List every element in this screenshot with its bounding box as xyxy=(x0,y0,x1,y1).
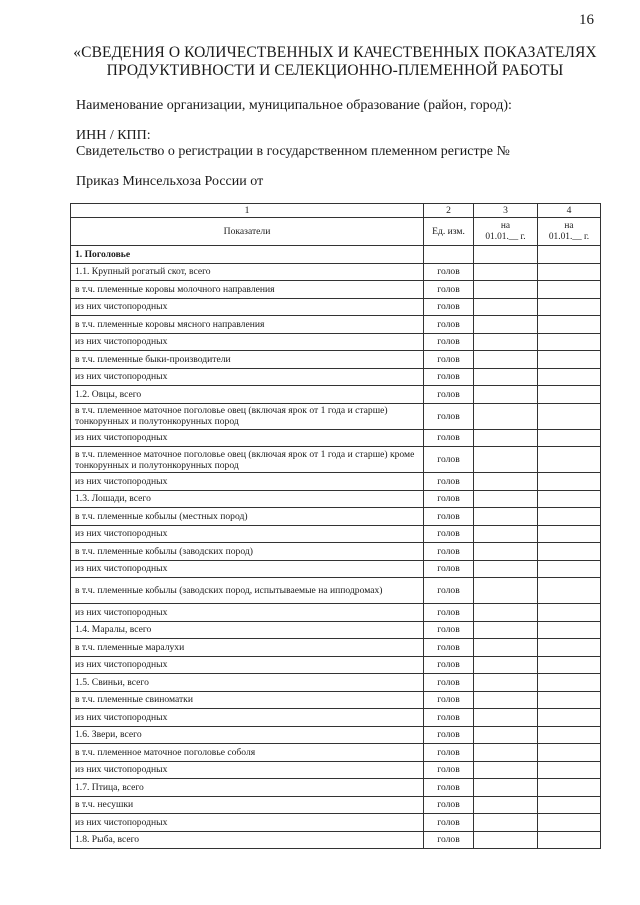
value-cell-col4[interactable] xyxy=(538,656,601,674)
table-row xyxy=(71,316,601,334)
table-row xyxy=(71,473,601,491)
row-unit: голов xyxy=(424,796,474,814)
registry-certificate-field-label: Свидетельство о регистрации в государственном племенном регистре № xyxy=(76,144,510,159)
value-cell-col3[interactable] xyxy=(474,674,538,692)
row-label: 1.4. Маралы, всего xyxy=(71,621,424,639)
value-cell-col4[interactable] xyxy=(538,831,601,849)
row-label: в т.ч. племенные кобылы (заводских пород) xyxy=(71,543,424,561)
value-cell-col3[interactable] xyxy=(474,525,538,543)
value-cell-col3[interactable] xyxy=(474,281,538,299)
row-unit: голов xyxy=(424,560,474,578)
row-unit: голов xyxy=(424,403,474,429)
value-cell-col4[interactable] xyxy=(538,525,601,543)
header-indicator: Показатели xyxy=(71,218,424,246)
table-row xyxy=(71,674,601,692)
row-label: в т.ч. племенные быки-производители xyxy=(71,351,424,369)
row-label: в т.ч. племенные коровы мясного направления xyxy=(71,316,424,334)
value-cell-col4[interactable] xyxy=(538,386,601,404)
table-row xyxy=(71,543,601,561)
row-label: 1.2. Овцы, всего xyxy=(71,386,424,404)
table-row xyxy=(71,744,601,762)
row-unit: голов xyxy=(424,744,474,762)
row-label: из них чистопородных xyxy=(71,814,424,832)
row-label: из них чистопородных xyxy=(71,560,424,578)
value-cell-col3[interactable] xyxy=(474,814,538,832)
value-cell-col4[interactable] xyxy=(538,368,601,386)
row-unit xyxy=(424,246,474,264)
row-label: в т.ч. племенные свиноматки xyxy=(71,691,424,709)
value-cell-col3[interactable] xyxy=(474,316,538,334)
value-cell-col3[interactable] xyxy=(474,709,538,727)
row-unit: голов xyxy=(424,656,474,674)
livestock-indicators-table xyxy=(70,203,601,849)
value-cell-col4[interactable] xyxy=(538,351,601,369)
column-number-2: 2 xyxy=(424,204,474,218)
row-unit: голов xyxy=(424,779,474,797)
table-row xyxy=(71,386,601,404)
table-row xyxy=(71,351,601,369)
row-label: из них чистопородных xyxy=(71,368,424,386)
column-number-3: 3 xyxy=(474,204,538,218)
row-unit: голов xyxy=(424,726,474,744)
row-label: в т.ч. племенные кобылы (заводских пород, испытываемые на ипподромах) xyxy=(71,578,424,604)
table-row xyxy=(71,403,601,429)
value-cell-col3[interactable] xyxy=(474,351,538,369)
table-row xyxy=(71,779,601,797)
value-cell-col4[interactable] xyxy=(538,779,601,797)
value-cell-col3[interactable] xyxy=(474,473,538,491)
value-cell-col3[interactable] xyxy=(474,779,538,797)
row-unit: голов xyxy=(424,831,474,849)
inn-kpp-field-label: ИНН / КПП: xyxy=(76,128,151,143)
row-unit: голов xyxy=(424,429,474,447)
table-row xyxy=(71,578,601,604)
value-cell-col3[interactable] xyxy=(474,639,538,657)
table-row xyxy=(71,263,601,281)
row-unit: голов xyxy=(424,447,474,473)
row-unit: голов xyxy=(424,298,474,316)
table-row xyxy=(71,726,601,744)
value-cell-col4[interactable] xyxy=(538,674,601,692)
row-unit: голов xyxy=(424,508,474,526)
row-unit: голов xyxy=(424,814,474,832)
row-label: в т.ч. несушки xyxy=(71,796,424,814)
value-cell-col3[interactable] xyxy=(474,726,538,744)
table-row xyxy=(71,281,601,299)
value-cell-col3[interactable] xyxy=(474,429,538,447)
value-cell-col3[interactable] xyxy=(474,386,538,404)
table-row xyxy=(71,709,601,727)
row-unit: голов xyxy=(424,525,474,543)
value-cell-col3[interactable] xyxy=(474,368,538,386)
row-label: из них чистопородных xyxy=(71,525,424,543)
table-row xyxy=(71,490,601,508)
column-number-4: 4 xyxy=(538,204,601,218)
table-row xyxy=(71,639,601,657)
row-unit: голов xyxy=(424,333,474,351)
row-label: в т.ч. племенное маточное поголовье соболя xyxy=(71,744,424,762)
row-label: в т.ч. племенное маточное поголовье овец (включая ярок от 1 года и старше) кроме тонкорунных и полутонкорунных пород xyxy=(71,447,424,473)
row-unit: голов xyxy=(424,368,474,386)
title-line-2: ПРОДУКТИВНОСТИ И СЕЛЕКЦИОННО-ПЛЕМЕННОЙ РАБОТЫ xyxy=(106,62,564,79)
row-unit: голов xyxy=(424,490,474,508)
header-date-col4 xyxy=(538,218,601,246)
row-unit: голов xyxy=(424,639,474,657)
table-row xyxy=(71,333,601,351)
value-cell-col4[interactable] xyxy=(538,316,601,334)
value-cell-col4[interactable] xyxy=(538,621,601,639)
table-section-row xyxy=(71,246,601,264)
row-unit: голов xyxy=(424,316,474,334)
value-cell-col4[interactable] xyxy=(538,761,601,779)
header-date-col4-line2: 01.01.__ г. xyxy=(548,231,590,242)
row-label: из них чистопородных xyxy=(71,473,424,491)
value-cell-col4[interactable] xyxy=(538,429,601,447)
row-unit: голов xyxy=(424,543,474,561)
table-row xyxy=(71,656,601,674)
row-label: 1. Поголовье xyxy=(71,246,424,264)
value-cell-col3[interactable] xyxy=(474,508,538,526)
ministry-order-field-label: Приказ Минсельхоза России от xyxy=(76,174,264,189)
value-cell-col3[interactable] xyxy=(474,691,538,709)
value-cell-col4[interactable] xyxy=(538,726,601,744)
row-label: 1.1. Крупный рогатый скот, всего xyxy=(71,263,424,281)
row-label: из них чистопородных xyxy=(71,333,424,351)
row-label: в т.ч. племенные кобылы (местных пород) xyxy=(71,508,424,526)
title-line-1: «СВЕДЕНИЯ О КОЛИЧЕСТВЕННЫХ И КАЧЕСТВЕННЫХ ПОКАЗАТЕЛЯХ xyxy=(73,44,597,61)
value-cell-col4[interactable] xyxy=(538,691,601,709)
value-cell-col4[interactable] xyxy=(538,333,601,351)
header-date-col3-line2: 01.01.__ г. xyxy=(485,231,526,242)
value-cell-col4[interactable] xyxy=(538,263,601,281)
row-label: 1.7. Птица, всего xyxy=(71,779,424,797)
page-number: 16 xyxy=(579,12,594,28)
value-cell-col4[interactable] xyxy=(538,796,601,814)
table-row xyxy=(71,429,601,447)
row-label: 1.3. Лошади, всего xyxy=(71,490,424,508)
value-cell-col3[interactable] xyxy=(474,263,538,281)
table-row xyxy=(71,831,601,849)
table-row xyxy=(71,368,601,386)
organization-field-label: Наименование организации, муниципальное образование (район, город): xyxy=(76,98,512,113)
table-header-row xyxy=(71,218,601,246)
row-label: из них чистопородных xyxy=(71,656,424,674)
value-cell-col3[interactable] xyxy=(474,333,538,351)
value-cell-col4[interactable] xyxy=(538,246,601,264)
table-row xyxy=(71,761,601,779)
value-cell-col3[interactable] xyxy=(474,543,538,561)
row-label: в т.ч. племенные маралухи xyxy=(71,639,424,657)
row-label: в т.ч. племенные коровы молочного направления xyxy=(71,281,424,299)
row-label: из них чистопородных xyxy=(71,761,424,779)
header-date-col3-line1: на xyxy=(500,220,511,231)
table-row xyxy=(71,621,601,639)
row-unit: голов xyxy=(424,691,474,709)
value-cell-col4[interactable] xyxy=(538,709,601,727)
column-number-1: 1 xyxy=(71,204,424,218)
value-cell-col3[interactable] xyxy=(474,578,538,604)
row-unit: голов xyxy=(424,761,474,779)
table-row xyxy=(71,691,601,709)
value-cell-col3[interactable] xyxy=(474,761,538,779)
row-label: из них чистопородных xyxy=(71,429,424,447)
table-row xyxy=(71,604,601,622)
row-unit: голов xyxy=(424,473,474,491)
value-cell-col3[interactable] xyxy=(474,621,538,639)
value-cell-col4[interactable] xyxy=(538,560,601,578)
value-cell-col4[interactable] xyxy=(538,814,601,832)
row-unit: голов xyxy=(424,621,474,639)
row-label: 1.8. Рыба, всего xyxy=(71,831,424,849)
value-cell-col3[interactable] xyxy=(474,744,538,762)
value-cell-col3[interactable] xyxy=(474,656,538,674)
row-unit: голов xyxy=(424,386,474,404)
row-label: из них чистопородных xyxy=(71,298,424,316)
row-unit: голов xyxy=(424,351,474,369)
row-label: 1.5. Свиньи, всего xyxy=(71,674,424,692)
value-cell-col3[interactable] xyxy=(474,604,538,622)
value-cell-col4[interactable] xyxy=(538,298,601,316)
value-cell-col3[interactable] xyxy=(474,490,538,508)
value-cell-col4[interactable] xyxy=(538,403,601,429)
value-cell-col4[interactable] xyxy=(538,639,601,657)
value-cell-col3[interactable] xyxy=(474,298,538,316)
row-unit: голов xyxy=(424,674,474,692)
table-row xyxy=(71,508,601,526)
value-cell-col3[interactable] xyxy=(474,796,538,814)
value-cell-col4[interactable] xyxy=(538,604,601,622)
table-row xyxy=(71,560,601,578)
value-cell-col3[interactable] xyxy=(474,831,538,849)
value-cell-col4[interactable] xyxy=(538,543,601,561)
table-row xyxy=(71,447,601,473)
value-cell-col4[interactable] xyxy=(538,281,601,299)
column-number-row xyxy=(71,204,601,218)
value-cell-col4[interactable] xyxy=(538,578,601,604)
row-label: 1.6. Звери, всего xyxy=(71,726,424,744)
value-cell-col4[interactable] xyxy=(538,508,601,526)
table-row xyxy=(71,298,601,316)
header-date-col3 xyxy=(474,218,538,246)
row-unit: голов xyxy=(424,263,474,281)
value-cell-col3[interactable] xyxy=(474,447,538,473)
row-unit: голов xyxy=(424,709,474,727)
value-cell-col4[interactable] xyxy=(538,490,601,508)
row-label: из них чистопородных xyxy=(71,709,424,727)
value-cell-col4[interactable] xyxy=(538,447,601,473)
value-cell-col4[interactable] xyxy=(538,744,601,762)
value-cell-col4[interactable] xyxy=(538,473,601,491)
value-cell-col3[interactable] xyxy=(474,560,538,578)
table-row xyxy=(71,525,601,543)
document-title xyxy=(40,44,630,80)
row-unit: голов xyxy=(424,578,474,604)
header-date-col4-line1: на xyxy=(564,220,574,231)
row-label: в т.ч. племенное маточное поголовье овец (включая ярок от 1 года и старше) тонкорунных и полутонкорунных пород xyxy=(71,403,424,429)
row-unit: голов xyxy=(424,281,474,299)
value-cell-col3[interactable] xyxy=(474,246,538,264)
row-label: из них чистопородных xyxy=(71,604,424,622)
value-cell-col3[interactable] xyxy=(474,403,538,429)
table-row xyxy=(71,796,601,814)
row-unit: голов xyxy=(424,604,474,622)
table-row xyxy=(71,814,601,832)
header-unit: Ед. изм. xyxy=(424,218,474,246)
